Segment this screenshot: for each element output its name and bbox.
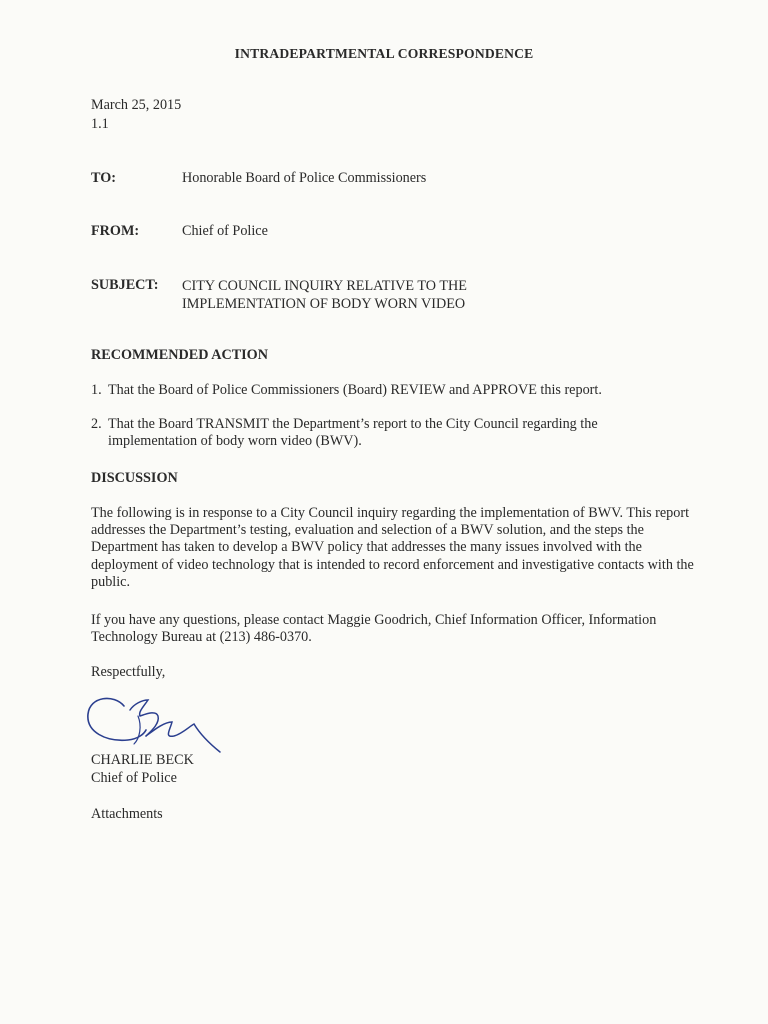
signer-name: CHARLIE BECK xyxy=(91,752,194,768)
recommended-action-title: RECOMMENDED ACTION xyxy=(91,347,268,363)
contact-paragraph: If you have any questions, please contact Maggie Goodrich, Chief Information Officer, Information Technology Bureau at (213) 486-0370. xyxy=(91,612,657,646)
closing: Respectfully, xyxy=(91,664,166,680)
discussion-paragraph: The following is in response to a City Council inquiry regarding the implementation of BWV. This report addresses the Department’s testing, evaluation and selection of a BWV solution, and the steps the Department has taken to develop a BWV policy that addresses the many issues involved with the deployment of video technology that is intended to record enforcement and investigative contacts with the public. xyxy=(91,505,694,590)
list-item-text: That the Board of Police Commissioners (Board) REVIEW and APPROVE this report. xyxy=(108,382,602,398)
list-item-number: 2. xyxy=(91,416,102,432)
signer-title: Chief of Police xyxy=(91,770,177,786)
document-date: March 25, 2015 xyxy=(91,97,182,113)
attachments-note: Attachments xyxy=(91,806,163,822)
from-label: FROM: xyxy=(91,223,140,239)
from-value: Chief of Police xyxy=(182,223,268,239)
discussion-title: DISCUSSION xyxy=(91,470,178,486)
list-item-number: 1. xyxy=(91,382,102,398)
document-heading: INTRADEPARTMENTAL CORRESPONDENCE xyxy=(234,46,534,61)
subject-line-1: CITY COUNCIL INQUIRY RELATIVE TO THE xyxy=(182,278,467,294)
list-item-text: That the Board TRANSMIT the Department’s report to the City Council regarding the implementation of body worn video (BWV). xyxy=(108,416,598,449)
subject-value xyxy=(182,277,467,313)
to-label: TO: xyxy=(91,170,116,186)
to-value: Honorable Board of Police Commissioners xyxy=(182,170,427,186)
subject-line-2: IMPLEMENTATION OF BODY WORN VIDEO xyxy=(182,296,466,312)
subject-label: SUBJECT: xyxy=(91,277,159,293)
file-number: 1.1 xyxy=(91,116,109,132)
handwritten-signature xyxy=(80,686,250,756)
